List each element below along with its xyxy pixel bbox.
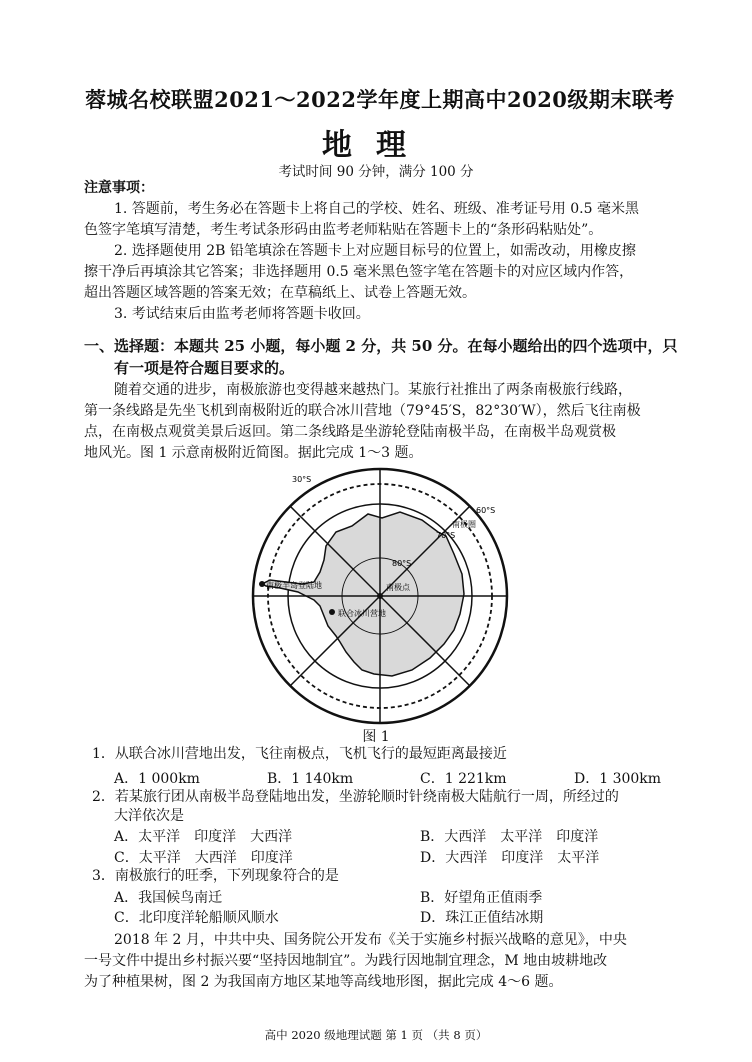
section-heading: 一、选择题：本题共 25 小题，每小题 2 分，共 50 分。在每小题给出的四个选项中，只 [84, 337, 678, 355]
question-option: C．1 221km [420, 771, 507, 787]
notice-line: 超出答题区域答题的答案无效；在草稿纸上、试卷上答题无效。 [84, 285, 476, 301]
question-option: D．珠江正值结冰期 [420, 910, 544, 926]
label-30s: 30°S [292, 475, 312, 484]
label-peninsula: 南极半岛登陆地 [266, 581, 322, 590]
question-option: C．太平洋 大西洋 印度洋 [114, 850, 293, 866]
question-option: A．我国候鸟南迁 [114, 890, 223, 906]
intro-line: 地风光。图 1 示意南极附近简图。据此完成 1～3 题。 [84, 445, 423, 461]
notice-line: 色签字笔填写清楚，考生考试条形码由监考老师粘贴在答题卡上的“条形码粘贴处”。 [84, 222, 603, 238]
section-heading-cont: 有一项是符合题目要求的。 [114, 359, 295, 377]
passage-line: 一号文件中提出乡村振兴要“坚持因地制宜”。为践行因地制宜理念，M 地由坡耕地改 [84, 953, 608, 969]
passage-line: 为了种植果树，图 2 为我国南方地区某地等高线地形图，据此完成 4～6 题。 [84, 974, 563, 990]
question-option: A．1 000km [114, 771, 200, 787]
label-70s: 70°S [436, 531, 456, 540]
subject-title: 地理 [322, 128, 430, 163]
notice-line: 1. 答题前，考生务必在答题卡上将自己的学校、姓名、班级、准考证号用 0.5 毫米黑 [114, 201, 639, 217]
intro-line: 随着交通的进步，南极旅游也变得越来越热门。某旅行社推出了两条南极旅行线路， [114, 382, 632, 398]
antarctica-continent [262, 512, 464, 676]
question-stem-cont: 大洋依次是 [114, 808, 184, 824]
antarctica-map [240, 466, 520, 726]
question-stem: 2．若某旅行团从南极半岛登陆地出发，坐游轮顺时针绕南极大陆航行一周，所经过的 [92, 789, 619, 805]
intro-line: 第一条线路是先坐飞机到南极附近的联合冰川营地（79°45′S，82°30′W），然后飞往南极 [84, 403, 641, 419]
label-60s: 60°S [476, 506, 496, 515]
question-option: C．北印度洋轮船顺风顺水 [114, 910, 279, 926]
notice-line: 3. 考试结束后由监考老师将答题卡收回。 [114, 306, 370, 322]
exam-title: 蓉城名校联盟2021～2022学年度上期高中2020级期末联考 [85, 87, 675, 112]
page-footer: 高中 2020 级地理试题 第 1 页 （共 8 页） [264, 1028, 488, 1042]
question-option: B．大西洋 太平洋 印度洋 [420, 829, 599, 845]
question-stem: 1．从联合冰川营地出发，飞往南极点，飞机飞行的最短距离最接近 [92, 746, 507, 762]
question-option: A．太平洋 印度洋 大西洋 [114, 829, 293, 845]
question-option: B．1 140km [267, 771, 354, 787]
notice-heading: 注意事项： [84, 180, 154, 196]
label-antarctic-circle: 南极圈 [452, 520, 476, 529]
question-option: D．大西洋 印度洋 太平洋 [420, 850, 600, 866]
question-option: B．好望角正值雨季 [420, 890, 543, 906]
figure-caption: 图 1 [362, 729, 390, 745]
label-80s: 80°S [392, 559, 412, 568]
question-stem: 3．南极旅行的旺季，下列现象符合的是 [92, 868, 339, 884]
passage-line: 2018 年 2 月，中共中央、国务院公开发布《关于实施乡村振兴战略的意见》，中央 [114, 932, 627, 948]
notice-line: 2. 选择题使用 2B 铅笔填涂在答题卡上对应题目标号的位置上，如需改动，用橡皮擦 [114, 243, 636, 259]
intro-line: 点，在南极点观赏美景后返回。第二条线路是坐游轮登陆南极半岛，在南极半岛观赏极 [84, 424, 616, 440]
notice-line: 擦干净后再填涂其它答案；非选择题用 0.5 毫米黑色签字笔在答题卡的对应区域内作答， [84, 264, 634, 280]
label-south-pole: 南极点 [386, 583, 410, 592]
question-option: D．1 300km [574, 771, 662, 787]
label-camp: 联合冰川营地 [338, 609, 386, 618]
exam-info: 考试时间 90 分钟，满分 100 分 [278, 164, 474, 180]
